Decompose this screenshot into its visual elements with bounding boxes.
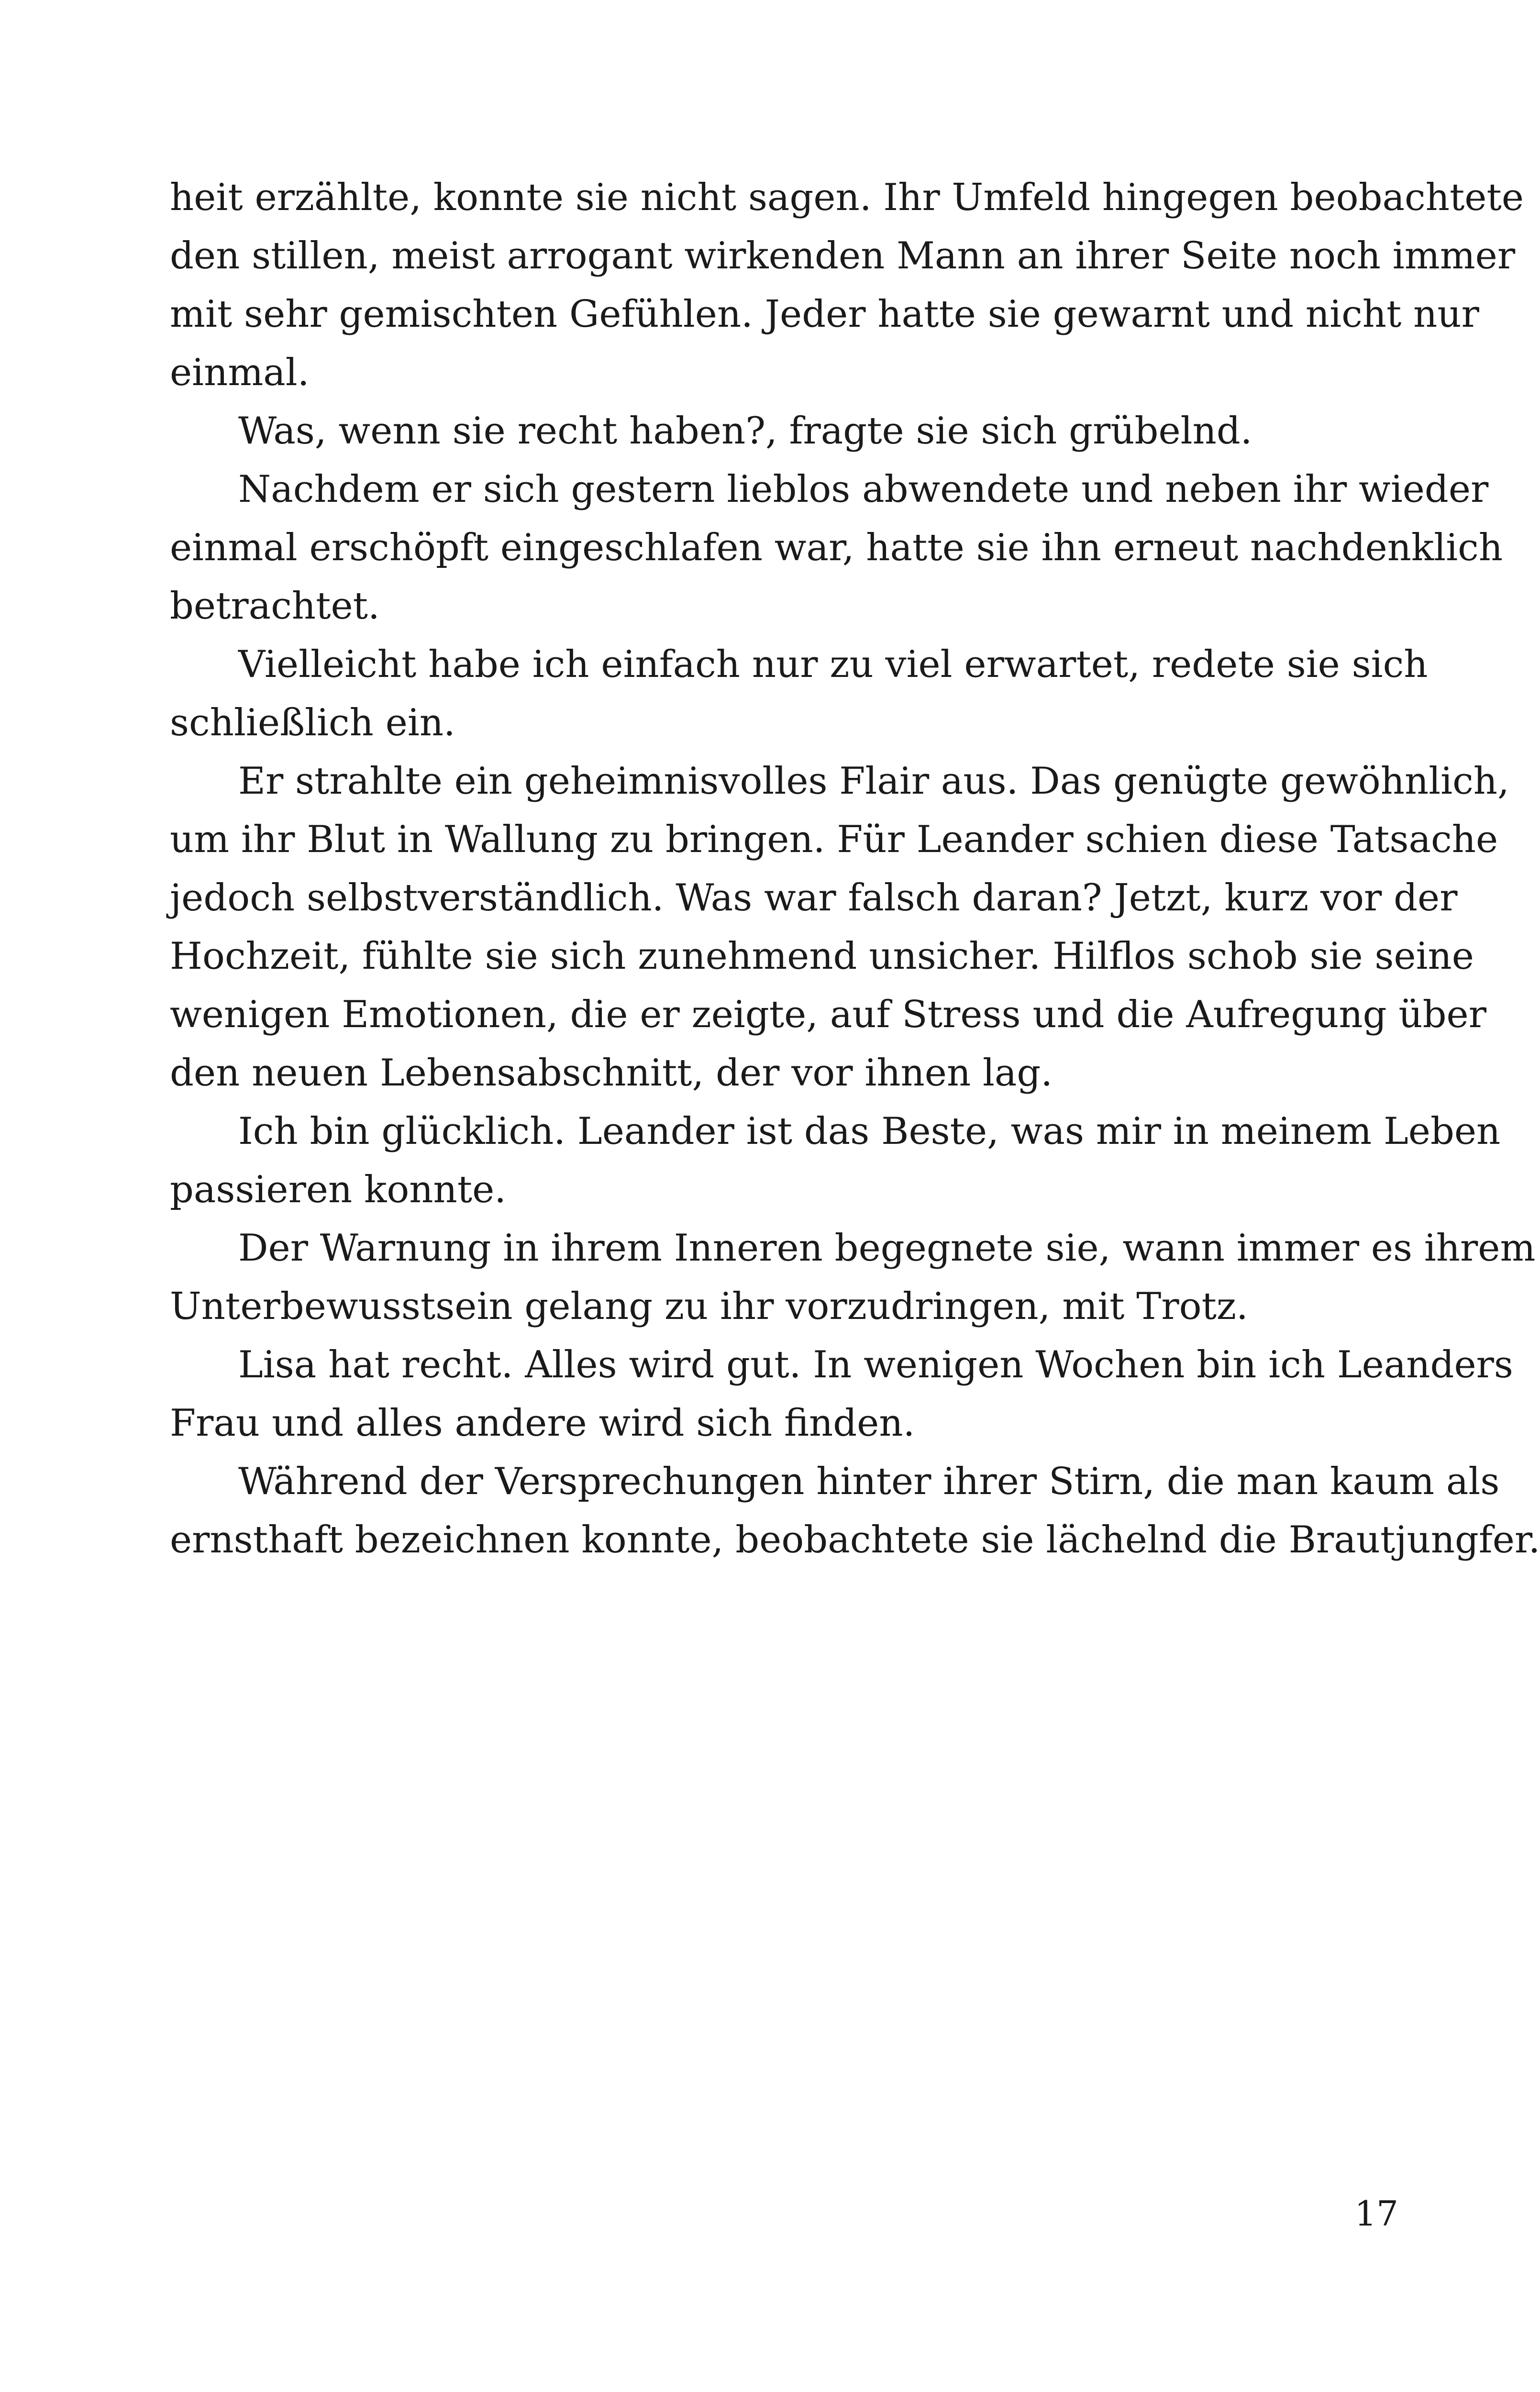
text-line: Was, wenn sie recht haben?, fragte sie sich grübelnd. [238,410,1252,453]
text-line: schließlich ein. [170,701,455,744]
text-line: Lisa hat recht. Alles wird gut. In wenigen Wochen bin ich Leanders [238,1343,1513,1386]
text-line: den neuen Lebensabschnitt, der vor ihnen lag. [170,1052,1053,1095]
text-line: Der Warnung in ihrem Inneren begegnete sie, wann immer es ihrem [238,1227,1536,1270]
text-line: wenigen Emotionen, die er zeigte, auf Stress und die Aufregung über [170,993,1486,1036]
text-line: jedoch selbstverständlich. Was war falsch daran? Jetzt, kurz vor der [170,876,1458,919]
text-line: Vielleicht habe ich einfach nur zu viel erwartet, redete sie sich [238,643,1428,686]
text-line: Frau und alles andere wird sich finden. [170,1402,915,1445]
page-number: 17 [1354,2193,1398,2234]
text-line: heit erzählte, konnte sie nicht sagen. Ihr Umfeld hingegen beobachtete [170,176,1524,219]
text-line: Während der Versprechungen hinter ihrer Stirn, die man kaum als [238,1460,1500,1503]
text-line: Ich bin glücklich. Leander ist das Beste, was mir in meinem Leben [238,1110,1501,1153]
text-line: betrachtet. [170,585,380,628]
body-text [170,168,1540,1569]
text-line: Er strahlte ein geheimnisvolles Flair aus. Das genügte gewöhnlich, [238,760,1509,803]
text-line: passieren konnte. [170,1168,507,1211]
text-line: einmal. [170,351,310,394]
text-line: Hochzeit, fühlte sie sich zunehmend unsicher. Hilflos schob sie seine [170,935,1474,978]
text-line: Nachdem er sich gestern lieblos abwendete und neben ihr wieder [238,468,1489,511]
text-line: einmal erschöpft eingeschlafen war, hatte sie ihn erneut nachdenklich [170,526,1503,569]
text-line: ernsthaft bezeichnen konnte, beobachtete sie lächelnd die Brautjungfer. [170,1518,1540,1561]
text-line: mit sehr gemischten Gefühlen. Jeder hatte sie gewarnt und nicht nur [170,293,1479,336]
text-line: um ihr Blut in Wallung zu bringen. Für Leander schien diese Tatsache [170,818,1498,861]
text-line: Unterbewusstsein gelang zu ihr vorzudringen, mit Trotz. [170,1285,1248,1328]
text-line: den stillen, meist arrogant wirkenden Mann an ihrer Seite noch immer [170,234,1516,277]
